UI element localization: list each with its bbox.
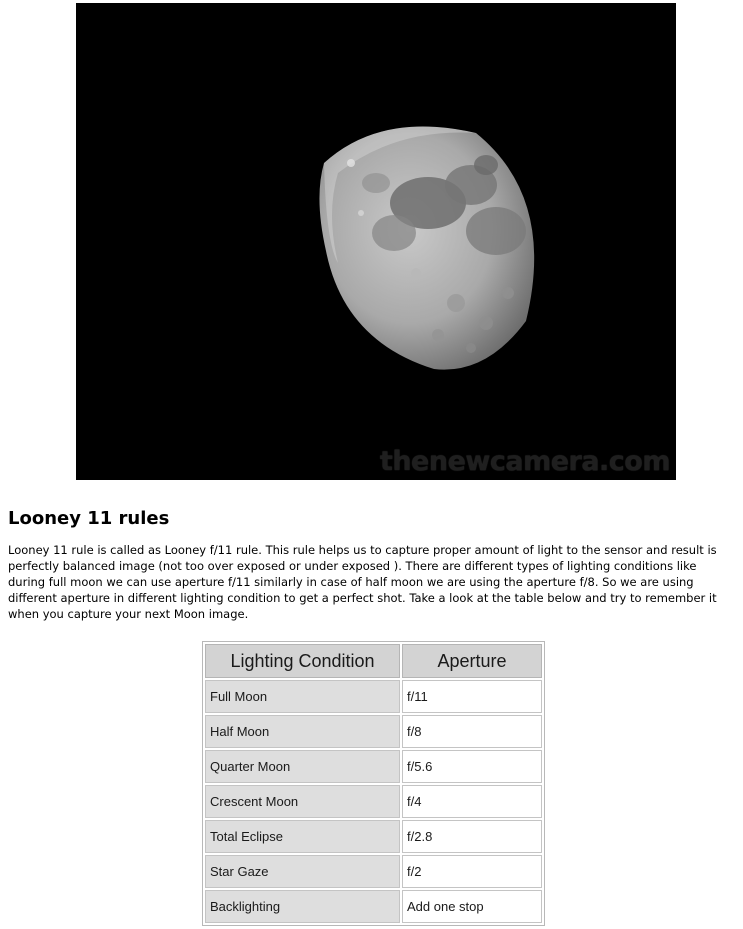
condition-cell: Quarter Moon	[205, 750, 400, 783]
table-row	[205, 785, 542, 818]
table-row	[205, 855, 542, 888]
condition-cell: Crescent Moon	[205, 785, 400, 818]
aperture-cell: f/11	[402, 680, 542, 713]
aperture-cell: f/8	[402, 715, 542, 748]
header-aperture: Aperture	[402, 644, 542, 678]
table-row	[205, 715, 542, 748]
condition-cell: Half Moon	[205, 715, 400, 748]
aperture-cell: f/2	[402, 855, 542, 888]
section-heading: Looney 11 rules	[8, 508, 170, 529]
aperture-table	[202, 641, 545, 926]
table-row	[205, 890, 542, 923]
aperture-cell: f/4	[402, 785, 542, 818]
aperture-cell: f/5.6	[402, 750, 542, 783]
aperture-cell: f/2.8	[402, 820, 542, 853]
condition-cell: Total Eclipse	[205, 820, 400, 853]
condition-cell: Full Moon	[205, 680, 400, 713]
header-lighting-condition: Lighting Condition	[205, 644, 400, 678]
moon-photo	[76, 3, 676, 480]
article-paragraph: Looney 11 rule is called as Looney f/11 rule. This rule helps us to capture proper amount of light to the sensor and result is perfectly balanced image (not too over exposed or under exposed ). There are different types of lighting conditions like during full moon we can use aperture f/11 similarly in case of half moon we are using the aperture f/8. So we are using different aperture in different lighting condition to get a perfect shot. Take a look at the table below and try to remember it when you capture your next Moon image.	[8, 543, 717, 621]
aperture-cell: Add one stop	[402, 890, 542, 923]
table-row	[205, 820, 542, 853]
table-row	[205, 680, 542, 713]
photo-watermark: thenewcamera.com	[379, 446, 670, 477]
table-header-row	[205, 644, 542, 678]
condition-cell: Backlighting	[205, 890, 400, 923]
moon-illustration	[76, 3, 676, 480]
condition-cell: Star Gaze	[205, 855, 400, 888]
table-row	[205, 750, 542, 783]
